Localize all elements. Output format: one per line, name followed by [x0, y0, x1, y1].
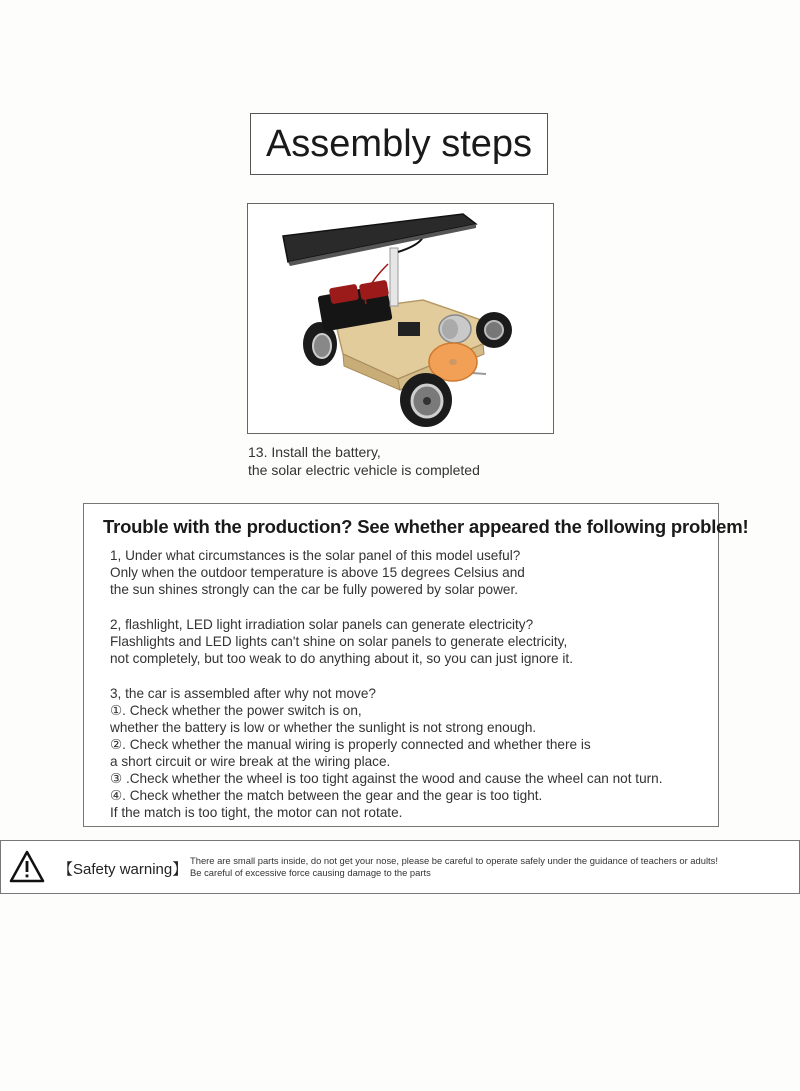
safety-line: There are small parts inside, do not get your nose, please be careful to operate safely under the guidance of teachers or adults! — [190, 855, 718, 866]
power-switch — [398, 322, 420, 336]
q3-line: a short circuit or wire break at the wiring place. — [110, 754, 391, 769]
q3-line: 3, the car is assembled after why not move? — [110, 686, 376, 701]
caption-line: the solar electric vehicle is completed — [248, 462, 480, 478]
safety-warning-banner — [0, 840, 800, 894]
q3-line: ①. Check whether the power switch is on, — [110, 703, 362, 718]
q2-line: 2, flashlight, LED light irradiation solar panels can generate electricity? — [110, 617, 534, 632]
caption-line: 13. Install the battery, — [248, 444, 381, 460]
q3-line: ②. Check whether the manual wiring is properly connected and whether there is — [110, 737, 591, 752]
safety-warning-label: 【Safety warning】 — [58, 861, 188, 878]
page-title — [250, 113, 548, 175]
troubleshooting-body — [110, 547, 710, 821]
warning-triangle-icon — [9, 850, 45, 889]
q3-line: ④. Check whether the match between the gear and the gear is too tight. — [110, 788, 543, 803]
q1-line: the sun shines strongly can the car be fully powered by solar power. — [110, 582, 519, 597]
page-title-text: Assembly steps — [265, 122, 533, 165]
q2-line: Flashlights and LED lights can't shine on solar panels to generate electricity, — [110, 634, 568, 649]
solar-panel — [283, 214, 476, 262]
q1-line: 1, Under what circumstances is the solar panel of this model useful? — [110, 548, 521, 563]
troubleshooting-title: Trouble with the production? See whether appeared the following problem! — [103, 516, 749, 537]
step-caption — [248, 443, 480, 479]
q2-line: not completely, but too weak to do anything about it, so you can just ignore it. — [110, 651, 573, 666]
q3-line: whether the battery is low or whether the sunlight is not strong enough. — [110, 720, 537, 735]
q3-line: If the match is too tight, the motor can not rotate. — [110, 805, 403, 820]
safety-warning-text — [190, 855, 718, 879]
q3-line: ③ .Check whether the wheel is too tight against the wood and cause the wheel can not turn. — [110, 771, 663, 786]
q1-line: Only when the outdoor temperature is above 15 degrees Celsius and — [110, 565, 525, 580]
troubleshooting-panel — [83, 503, 749, 827]
panel-mast — [390, 248, 398, 306]
safety-line: Be careful of excessive force causing damage to the parts — [190, 867, 431, 878]
solar-car-illustration — [248, 204, 552, 432]
product-photo — [247, 203, 554, 434]
